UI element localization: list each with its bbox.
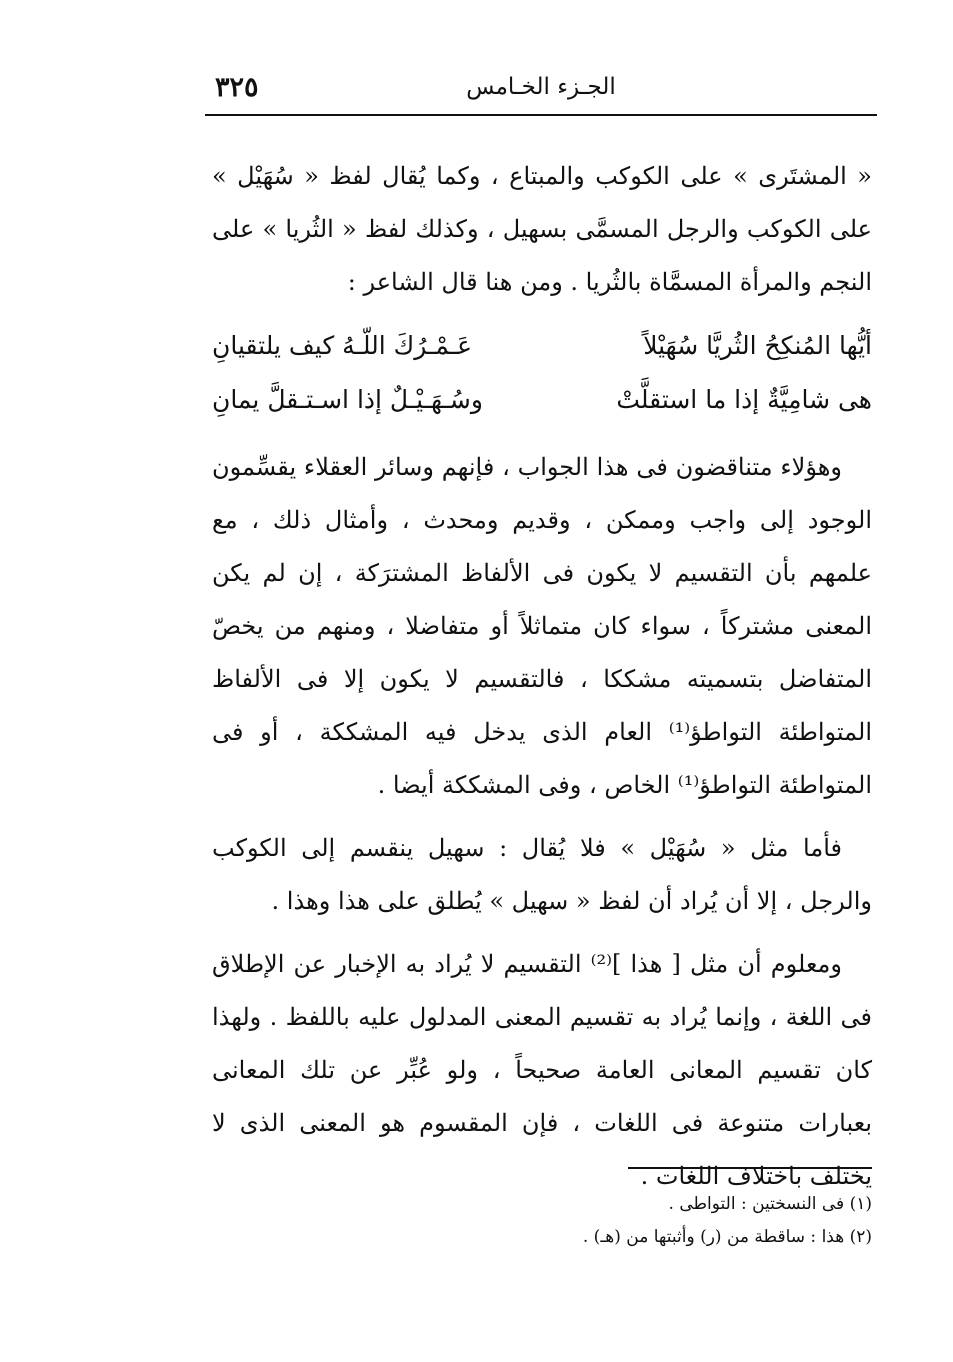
verse-line-1-second-hemistich: عَـمْـرُكَ اللّـهُ كيف يلتقيانِ xyxy=(212,331,473,360)
footnotes xyxy=(440,1188,872,1254)
paragraph-3: فأما مثل « سُهَيْل » فلا يُقال : سهيل ينقسم إلى الكوكب والرجل ، إلا أن يُراد أن لفظ « سهيل » يُطلق على هذا وهذا . xyxy=(212,834,872,915)
header-rule xyxy=(205,114,877,116)
footnote-rule xyxy=(628,1167,872,1169)
footnote-2: (٢) هذا : ساقطة من (ر) وأثبتها من (هـ) . xyxy=(582,1227,872,1247)
paragraph-2: وهؤلاء متناقضون فى هذا الجواب ، فإنهم وسائر العقلاء يقسِّمون الوجود إلى واجب وممكن ، وقديم ومحدث ، وأمثال ذلك ، مع علمهم بأن التقسيم لا يكون فى الألفاظ المشترَكة ، إن لم يكن المعنى مشتركاً ، سواء كان متماثلاً أو متفاضلا ، ومنهم من يخصّ المتفاضل بتسميته مشككا ، فالتقسيم لا يكون إلا فى الألفاظ المتواطئة التواطؤ⁽¹⁾ العام الذى يدخل فيه المشككة ، أو فى المتواطئة التواطؤ⁽¹⁾ الخاص ، وفى المشككة أيضا . xyxy=(212,453,872,799)
verse-line-2 xyxy=(212,373,872,427)
page-header xyxy=(205,70,877,116)
verse-line-2-second-hemistich: وسُـهَـيْـلٌ إذا اسـتـقلَّ يمانِ xyxy=(212,385,483,414)
verse-block xyxy=(212,319,872,427)
main-text xyxy=(212,150,872,1213)
running-title: الجـزء الخـامس xyxy=(466,74,616,100)
verse-line-1-first-hemistich: أيُّها المُنكِحُ الثُريَّا سُهَيْلاً xyxy=(643,331,872,360)
footnote-1: (١) فى النسختين : التواطى . xyxy=(668,1194,872,1214)
paragraph-1: « المشتَرى » على الكوكب والمبتاع ، وكما يُقال لفظ « سُهَيْل » على الكوكب والرجل المسمَّى بسهيل ، وكذلك لفظ « الثُريا » على النجم والمرأة المسمَّاة بالثُريا . ومن هنا قال الشاعر : xyxy=(212,162,872,296)
verse-line-1 xyxy=(212,319,872,373)
verse-line-2-first-hemistich: هى شامِيَّةٌ إذا ما استقلَّتْ xyxy=(616,385,872,414)
page-number: ٣٢٥ xyxy=(215,72,259,103)
paragraph-4: ومعلوم أن مثل [ هذا ]⁽²⁾ التقسيم لا يُراد به الإخبار عن الإطلاق فى اللغة ، وإنما يُراد به تقسيم المعنى المدلول عليه باللفظ . ولهذا كان تقسيم المعانى العامة صحيحاً ، ولو عُبِّر عن تلك المعانى بعبارات متنوعة فى اللغات ، فإن المقسوم هو المعنى الذى لا يختلف باختلاف اللغات . xyxy=(212,950,872,1190)
